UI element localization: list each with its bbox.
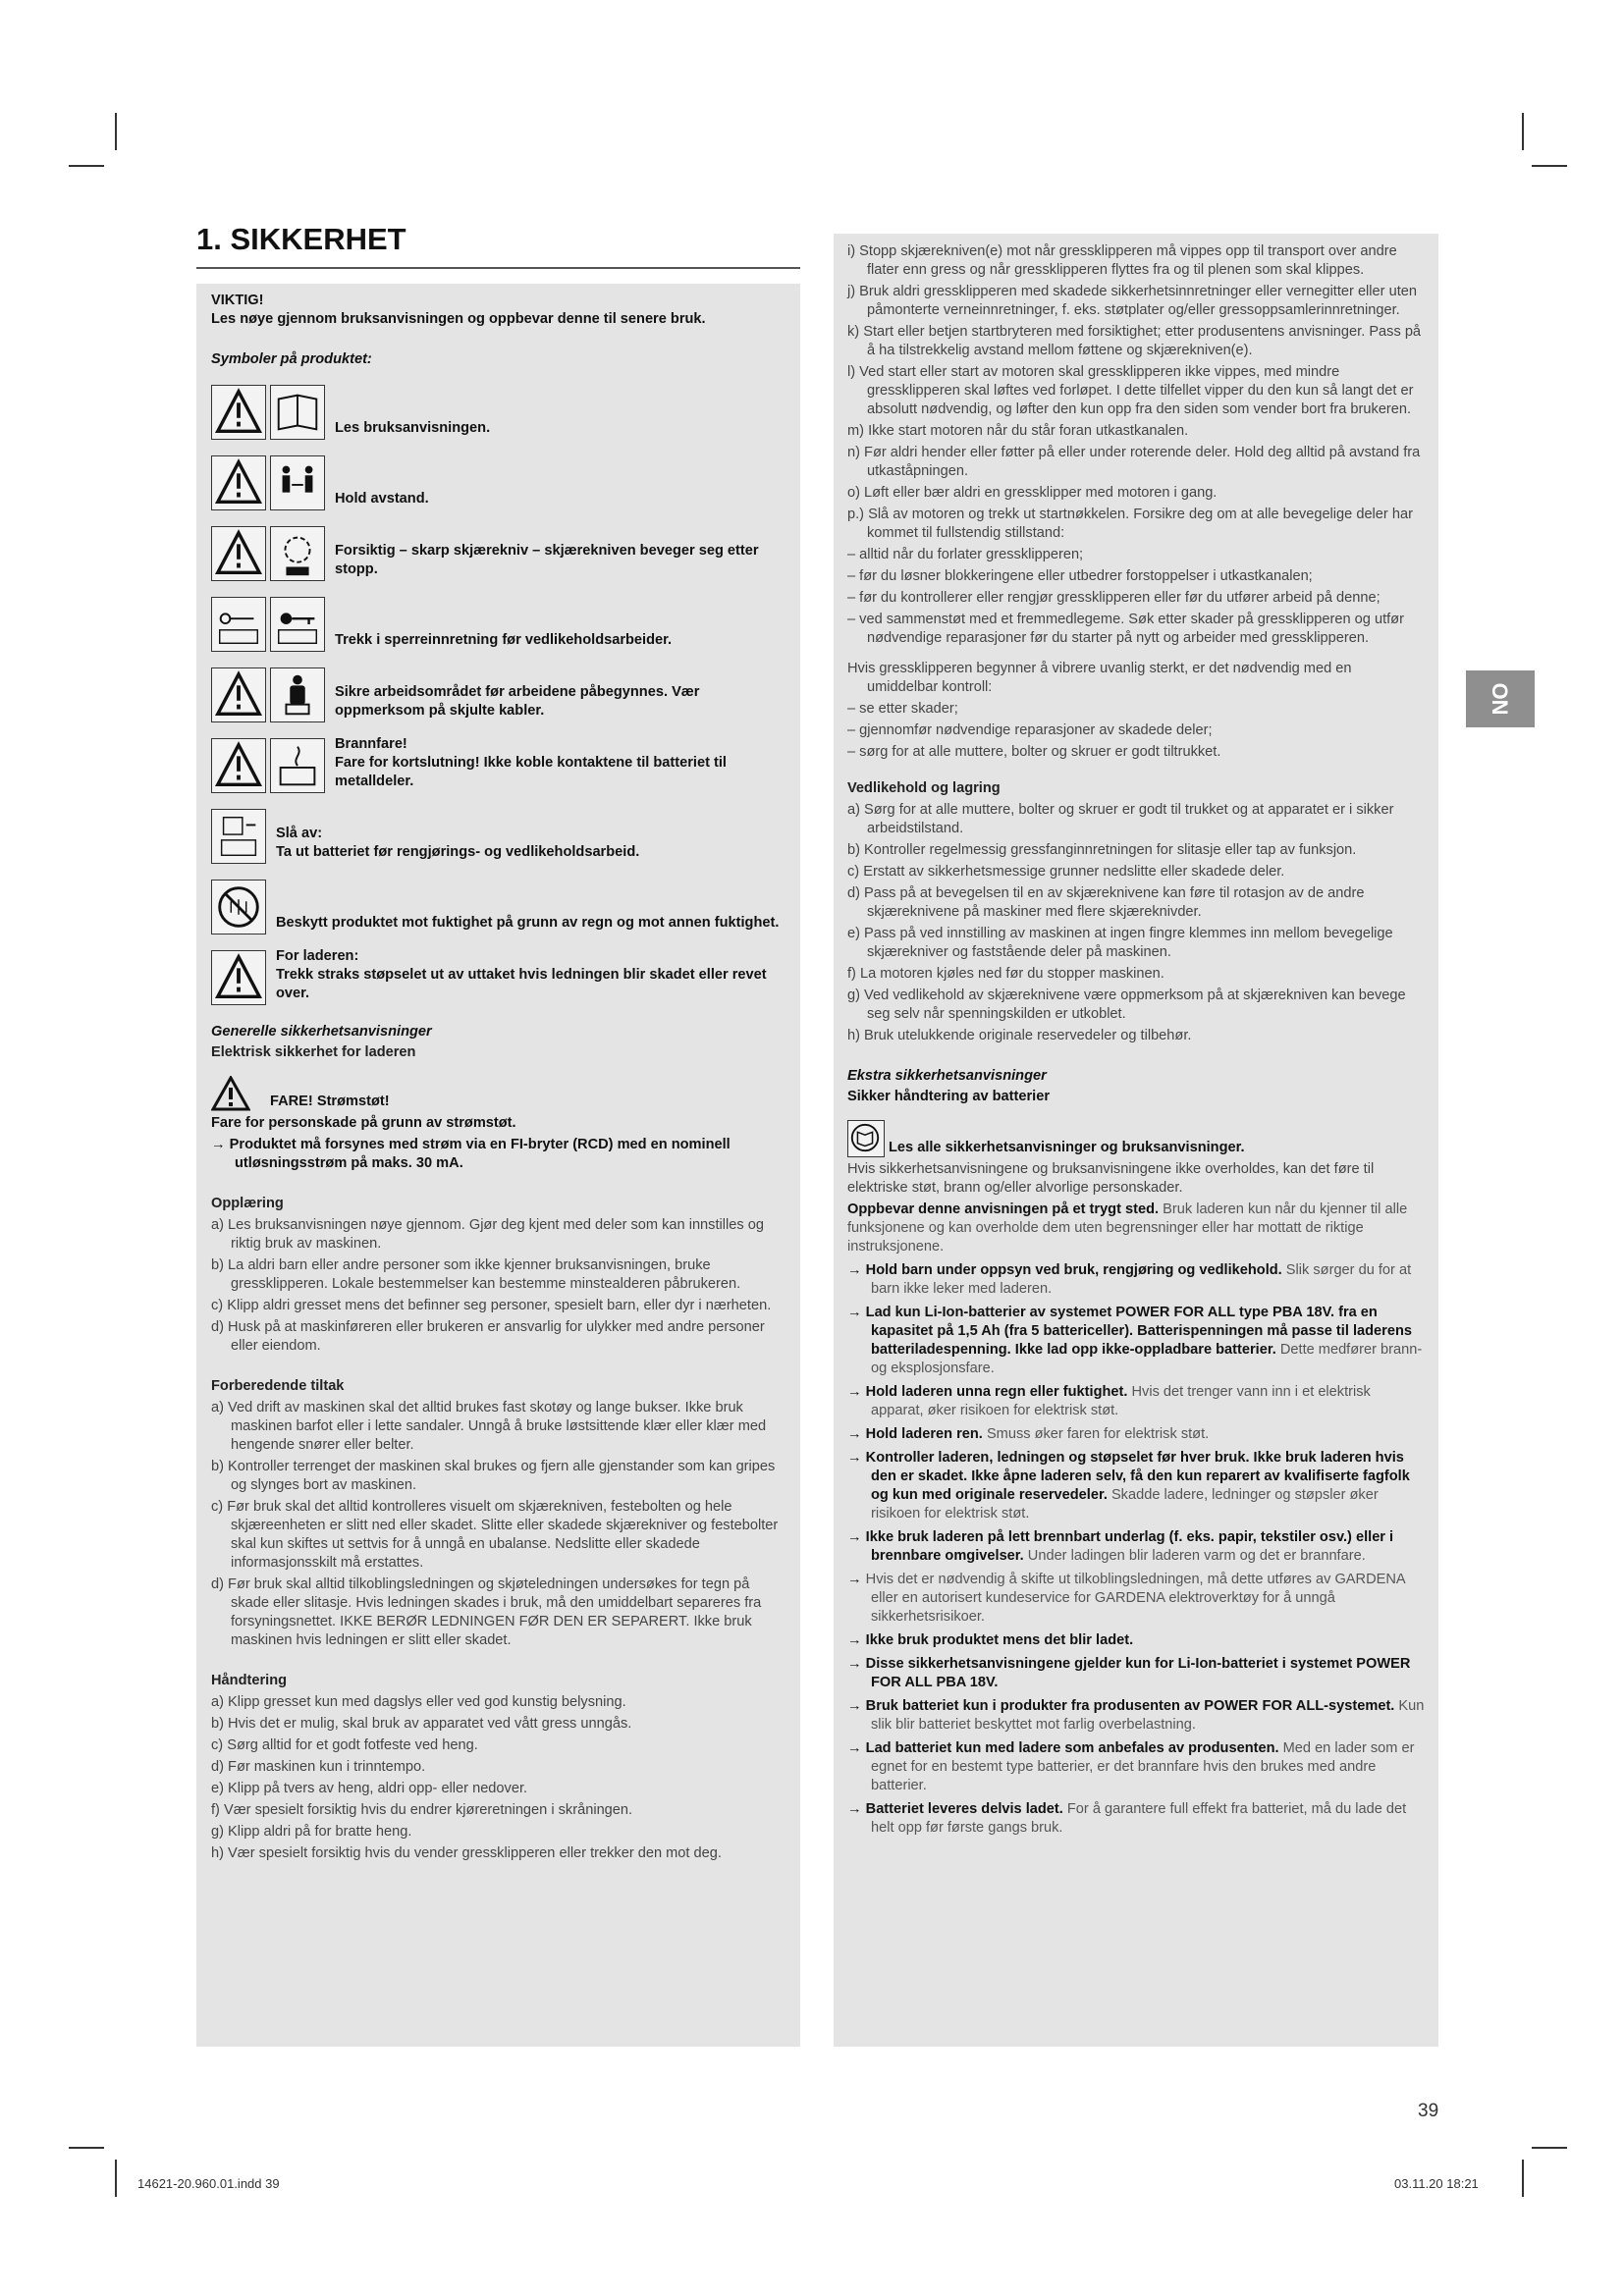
crop-mark [1532,2147,1567,2149]
bullet-text: Under ladingen blir laderen varm og det er brannfare. [1027,1548,1366,1564]
bullet-bold: Ikke bruk produktet mens det blir ladet. [865,1632,1134,1648]
list-item: j) Bruk aldri gressklipperen med skadede sikkerhetsinnretninger eller vernegitter eller uten påmonterte verneinnretninger, f. eks. støtplater og/eller gressoppsamlerinnretninger. [847,284,1417,318]
list-item: h) Vær spesielt forsiktig hvis du vender gressklipperen eller trekker den mot deg. [211,1845,722,1861]
read-all-desc: Hvis sikkerhetsanvisningene og bruksanvisningene ikke overholdes, kan det føre til elektriske støt, brann og/eller alvorlige personskader. [847,1161,1375,1196]
battery-bullet: → Disse sikkerhetsanvisningene gjelder kun for Li-Ion-batteriet i systemet POWER FOR ALL PBA 18V. [847,1656,1411,1690]
battery-bullets [847,1261,1425,1838]
maint-heading: Vedlikehold og lagring [847,780,1001,796]
crop-mark [1522,2160,1524,2197]
crop-mark [115,113,117,150]
symbol-row [211,450,786,510]
list-item: – gjennomfør nødvendige reparasjoner av skadede deler; [847,722,1213,738]
list-item: f) La motoren kjøles ned før du stopper maskinen. [847,966,1164,982]
book-icon [270,385,325,440]
section-heading: Håndtering [211,1673,288,1688]
operator-icon [270,667,325,722]
list-item: d) Før bruk skal alltid tilkoblingsledningen og skjøteledningen undersøkes for tegn på skade eller slitasje. Hvis ledningen skades i bruk, må den umiddelbart separeres fra forsyningsnettet. IKKE BERØR LEDNINGEN FØR DEN ER SEPARERT. Ikke bruk maskinen hvis ledningen er slitt eller skadet. [211,1576,762,1648]
list-item: d) Pass på at bevegelsen til en av skjæreknivene kan føre til rotasjon av de andre skjæreknivene på maskiner med flere skjæreknivder. [847,885,1365,920]
page-title: 1. SIKKERHET [196,222,800,269]
language-tab-label: NO [1488,682,1512,716]
symbol-row [211,944,786,1005]
battery-bullet: → Hvis det er nødvendig å skifte ut tilkoblingsledningen, må dette utføres av GARDENA eller en autorisert kundeservice for GARDENA elektroverktøy for å unngå sikkerhetsrisikoer. [847,1572,1405,1625]
right-items [847,242,1425,762]
charger-heading: Elektrisk sikkerhet for laderen [211,1044,416,1060]
list-item: Hvis gressklipperen begynner å vibrere uvanlig sterkt, er det nødvendig med en umiddelbar kontroll: [847,661,1352,695]
crop-mark [69,2147,104,2149]
bullet-text: For å garantere full effekt fra batteriet, må du lade det helt opp før første gangs bruk. [871,1801,1407,1836]
list-item: – før du kontrollerer eller rengjør gressklipperen eller før du utfører arbeid på denne; [847,590,1380,606]
bullet-bold: Batteriet leveres delvis ladet. [865,1801,1063,1817]
footer-date: 03.11.20 18:21 [1394,2176,1479,2191]
warning-icon [211,526,266,581]
symbol-icons [211,667,325,722]
list-item: g) Klipp aldri på for bratte heng. [211,1824,412,1840]
list-item: f) Vær spesielt forsiktig hvis du endrer kjøreretningen i skråningen. [211,1802,633,1818]
battery-bullet: → Kontroller laderen, ledningen og støpselet før hver bruk. Ikke bruk laderen hvis den er skadet. Ikke åpne laderen selv, få den kun reparert av kvalifiserte fagfolk og kun med originale reservedeler. Skadde ladere, ledninger og støpsler øker risikoen for elektrisk støt. [847,1450,1410,1522]
list-item: a) Ved drift av maskinen skal det alltid brukes fast skotøy og lange bukser. Ikke bruk maskinen barfot eller i lette sandaler. Unngå å bruke løstsittende klær eller klær med hengende snører eller belter. [211,1400,767,1453]
list-item: k) Start eller betjen startbryteren med forsiktighet; etter produsentens anvisninger. Pass på å ha tilstrekkelig avstand mellom føttene og skjærekniven(e). [847,324,1422,358]
symbol-icons [211,526,325,581]
list-item: e) Pass på ved innstilling av maskinen at ingen fingre klemmes inn mellom bevegelige skjærekniver og faststående deler på maskinen. [847,926,1393,960]
symbol-text: Trekk i sperreinnretning før vedlikeholdsarbeider. [335,632,673,648]
extra-heading: Ekstra sikkerhetsanvisninger [847,1068,1047,1084]
symbol-icons [211,809,266,864]
footer-file: 14621-20.960.01.indd 39 [137,2176,280,2191]
list-item: g) Ved vedlikehold av skjæreknivene være oppmerksom på at skjærekniven kan bevege seg selv når spenningskilden er utkoblet. [847,988,1406,1022]
left-sections [211,1195,786,1863]
blade-stop-icon [270,526,325,581]
bullet-bold: Disse sikkerhetsanvisningene gjelder kun for Li-Ion-batteriet i systemet POWER FOR ALL PBA 18V. [865,1656,1411,1690]
warning-icon [211,1076,250,1111]
list-item: – ved sammenstøt med et fremmedlegeme. Søk etter skader på gressklipperen og utfør nødvendige reparasjoner før du starter på nytt og arbeider med gressklipperen. [847,612,1404,646]
symbol-row [211,874,786,934]
symbol-icon-text: Hold avstand. [335,491,429,507]
symbol-icons [211,880,266,934]
bullet-bold: Ikke bruk laderen på lett brennbart underlag (f. eks. papir, tekstiler osv.) eller i brennbare omgivelser. [865,1529,1394,1564]
list-item: n) Før aldri hender eller føtter på eller under roterende deler. Hold deg alltid på avstand fra utkaståpningen. [847,445,1421,479]
bullet-text: Slik sørger du for at barn ikke leker med laderen. [871,1262,1412,1297]
bullet-bold: Hold laderen unna regn eller fuktighet. [865,1384,1128,1400]
battery-remove-icon [211,809,266,864]
bullet-bold: Lad kun Li-Ion-batterier av systemet POWER FOR ALL type PBA 18V. fra en kapasitet på 1,5 Ah (fra 5 battericeller). Batterispenningen må passe til laderens batteriladespenning. Ikke lad opp ikke-oppladbare batterier. [865,1305,1412,1358]
list-item: c) Sørg alltid for et godt fotfeste ved heng. [211,1737,478,1753]
list-item: i) Stopp skjærekniven(e) mot når gressklipperen må vippes opp til transport over andre flater enn gress og når gressklipperen flyttes fra og til plenen som skal klippes. [847,243,1397,278]
battery-bullet: → Lad batteriet kun med ladere som anbefales av produsenten. Med en lader som er egnet for en bestemt type batterier, er det brannfare hvis den brukes med andre batterier. [847,1740,1415,1793]
list-item: d) Før maskinen kun i trinntempo. [211,1759,426,1775]
symbol-row [211,520,786,581]
crop-mark [1532,165,1567,167]
symbol-row [211,379,786,440]
section-heading: Forberedende tiltak [211,1378,345,1394]
symbol-text: Slå av: Ta ut batteriet før rengjørings- og vedlikeholdsarbeid. [276,826,640,860]
list-item: c) Før bruk skal det alltid kontrolleres visuelt om skjærekniven, festebolten og hele skjæreenheten er slitt ned eller skadet. Slitte eller skadede skjærekniver og festebolter skal kun skiftes ut settvis for å unngå en ubalanse. Nedslitte eller skadede informasjonsskilt må erstattes. [211,1499,779,1571]
symbol-text: Forsiktig – skarp skjærekniv – skjærekniven beveger seg etter stopp. [335,543,759,577]
danger-block [211,1076,786,1111]
symbol-icons [211,385,325,440]
section-heading: Opplæring [211,1196,284,1211]
battery-heading: Sikker håndtering av batterier [847,1089,1051,1104]
warning-icon [211,950,266,1005]
read-manual-icon [847,1120,885,1157]
crop-mark [115,2160,117,2197]
list-item: b) Hvis det er mulig, skal bruk av apparatet ved vått gress unngås. [211,1716,632,1732]
list-item: a) Klipp gresset kun med dagslys eller ved god kunstig belysning. [211,1694,626,1710]
battery-bullet: → Hold barn under oppsyn ved bruk, rengjøring og vedlikehold. Slik sørger du for at barn ikke leker med laderen. [847,1262,1412,1297]
battery-bullet: → Batteriet leveres delvis ladet. For å garantere full effekt fra batteriet, må du lade det helt opp før første gangs bruk. [847,1801,1407,1836]
viktig-text: Les nøye gjennom bruksanvisningen og oppbevar denne til senere bruk. [211,311,706,327]
list-item: – alltid når du forlater gressklipperen; [847,547,1084,562]
list-item: o) Løft eller bær aldri en gressklipper med motoren i gang. [847,485,1218,501]
left-column [196,284,800,2047]
danger-bullet: → Produktet må forsynes med strøm via en FI-bryter (RCD) med en nominell utløsningsstrøm på maks. 30 mA. [211,1137,731,1171]
general-heading: Generelle sikkerhetsanvisninger [211,1024,432,1040]
battery-bullet: → Lad kun Li-Ion-batterier av systemet POWER FOR ALL type PBA 18V. fra en kapasitet på 1,5 Ah (fra 5 battericeller). Batterispenningen må passe til laderens batteriladespenning. Ikke lad opp ikke-oppladbare batterier. Dette medfører brann- og eksplosjonsfare. [847,1305,1423,1376]
keep-block [847,1201,1425,1256]
bullet-text: Hvis det trenger vann inn i et elektrisk apparat, øker risikoen for elektrisk støt. [871,1384,1371,1418]
list-item: b) La aldri barn eller andre personer som ikke kjenner bruksanvisningen, bruke gressklipperen. Lokale bestemmelser kan bestemme minstealderen påbrukeren. [211,1257,741,1292]
symbol-icon-text: Les bruksanvisningen. [335,420,491,436]
no-rain-icon [211,880,266,934]
list-item: b) Kontroller regelmessig gressfanginnretningen for slitasje eller tap av funksjon. [847,842,1357,858]
symbol-icons [211,597,325,652]
symbols-heading: Symboler på produktet: [211,351,372,367]
warning-icon [211,667,266,722]
right-column [834,234,1438,2047]
list-item: e) Klipp på tvers av heng, aldri opp- eller nedover. [211,1781,528,1796]
warning-icon [211,455,266,510]
battery-bullet: → Hold laderen unna regn eller fuktighet. Hvis det trenger vann inn i et elektrisk apparat, øker risikoen for elektrisk støt. [847,1384,1371,1418]
lock-key-icon [211,597,266,652]
battery-bullet: → Ikke bruk produktet mens det blir ladet. [847,1632,1134,1648]
list-item: h) Bruk utelukkende originale reservedeler og tilbehør. [847,1028,1192,1043]
page-number: 39 [1418,2101,1439,2121]
key-icon [270,597,325,652]
list-item: p.) Slå av motoren og trekk ut startnøkkelen. Forsikre deg om at alle bevegelige deler har kommet til fullstendig stillstand: [847,507,1413,541]
list-item: c) Klipp aldri gresset mens det befinner seg personer, spesielt barn, eller dyr i nærheten. [211,1298,772,1313]
read-all-block [847,1120,1425,1157]
danger-text: Fare for personskade på grunn av strømstøt. [211,1115,516,1131]
bullet-bold: Lad batteriet kun med ladere som anbefales av produsenten. [865,1740,1279,1756]
list-item: b) Kontroller terrenget der maskinen skal brukes og fjern alle gjenstander som kan gripes og slynges bort av maskinen. [211,1459,776,1493]
warning-icon [211,738,266,793]
list-item: d) Husk på at maskinføreren eller brukeren er ansvarlig for ulykker med andre personer eller eiendom. [211,1319,765,1354]
distance-icon [270,455,325,510]
read-all-text: Les alle sikkerhetsanvisninger og bruksanvisninger. [889,1140,1245,1155]
symbol-text: Brannfare! Fare for kortslutning! Ikke koble kontaktene til batteriet til metalldeler. [335,736,727,789]
symbol-row [211,803,786,864]
bullet-text: Smuss øker faren for elektrisk støt. [986,1426,1210,1442]
symbol-text: Beskytt produktet mot fuktighet på grunn av regn og mot annen fuktighet. [276,915,780,931]
keep-bold: Oppbevar denne anvisningen på et trygt sted. [847,1201,1160,1217]
bullet-text: Med en lader som er egnet for en bestemt type batterier, er det brannfare hvis den brukes med andre batterier. [871,1740,1415,1793]
crop-mark [69,165,104,167]
fire-battery-icon [270,738,325,793]
danger-label: FARE! Strømstøt! [270,1094,390,1109]
crop-mark [1522,113,1524,150]
bullet-bold: Hold barn under oppsyn ved bruk, rengjøring og vedlikehold. [865,1262,1282,1278]
list-item: – sørg for at alle muttere, bolter og skruer er godt tiltrukket. [847,744,1221,760]
battery-bullet: → Hold laderen ren. Smuss øker faren for elektrisk støt. [847,1426,1210,1442]
symbol-icons [211,455,325,510]
symbol-row [211,662,786,722]
symbol-icons [211,950,266,1005]
bullet-bold: Hold laderen ren. [865,1426,983,1442]
bullet-text: Kun slik blir batteriet beskyttet mot farlig overbelastning. [871,1698,1425,1733]
list-item: – før du løsner blokkeringene eller utbedrer forstoppelser i utkastkanalen; [847,568,1313,584]
bullet-text: Hvis det er nødvendig å skifte ut tilkoblingsledningen, må dette utføres av GARDENA eller en autorisert kundeservice for GARDENA elektroverktøy for å unngå sikkerhetsrisikoer. [865,1572,1405,1625]
keep-text: Bruk laderen kun når du kjenner til alle funksjonene og kan overholde dem uten begrensninger eller har mottatt de riktige instruksjonene. [847,1201,1408,1255]
list-item: – se etter skader; [847,701,958,717]
battery-bullet: → Bruk batteriet kun i produkter fra produsenten av POWER FOR ALL-systemet. Kun slik blir batteriet beskyttet mot farlig overbelastning. [847,1698,1425,1733]
bullet-bold: Kontroller laderen, ledningen og støpselet før hver bruk. Ikke bruk laderen hvis den er skadet. Ikke åpne laderen selv, få den kun reparert av kvalifiserte fagfolk og kun med originale reservedeler. [865,1450,1410,1503]
symbol-text: Sikre arbeidsområdet før arbeidene påbegynnes. Vær oppmerksom på skjulte kabler. [335,684,700,719]
list-item: l) Ved start eller start av motoren skal gressklipperen ikke vippes, med mindre gressklipperen skal løftes ved forløpet. I dette tilfellet vipper du den kun så langt det er absolutt nødvendig, og løfter den kun opp fra den siden som vender bort fra brukeren. [847,364,1414,417]
maint-items [847,801,1425,1045]
list-item: m) Ikke start motoren når du står foran utkastkanalen. [847,423,1189,439]
bullet-text: Dette medfører brann- og eksplosjonsfare. [871,1342,1423,1376]
warning-icon [211,385,266,440]
language-tab [1466,670,1535,727]
bullet-bold: Bruk batteriet kun i produkter fra produsenten av POWER FOR ALL-systemet. [865,1698,1395,1714]
symbol-text: For laderen: Trekk straks støpselet ut av uttaket hvis ledningen blir skadet eller revet over. [276,948,767,1001]
symbol-icons [211,738,325,793]
list-item: a) Les bruksanvisningen nøye gjennom. Gjør deg kjent med deler som kan innstilles og riktig bruk av maskinen. [211,1217,764,1252]
list-item: a) Sørg for at alle muttere, bolter og skruer er godt til trukket og at apparatet er i sikker arbeidstilstand. [847,802,1394,836]
symbol-row [211,591,786,652]
list-item: c) Erstatt av sikkerhetsmessige grunner nedslitte eller skadede deler. [847,864,1285,880]
symbols-list [211,379,786,1005]
danger-bullet-text: Produktet må forsynes med strøm via en FI-bryter (RCD) med en nominell utløsningsstrøm på maks. 30 mA. [229,1137,731,1171]
viktig-label: VIKTIG! [211,293,264,308]
bullet-text: Skadde ladere, ledninger og støpsler øker risikoen for elektrisk støt. [871,1487,1379,1522]
symbol-row [211,732,786,793]
battery-bullet: → Ikke bruk laderen på lett brennbart underlag (f. eks. papir, tekstiler osv.) eller i brennbare omgivelser. Under ladingen blir laderen varm og det er brannfare. [847,1529,1394,1564]
